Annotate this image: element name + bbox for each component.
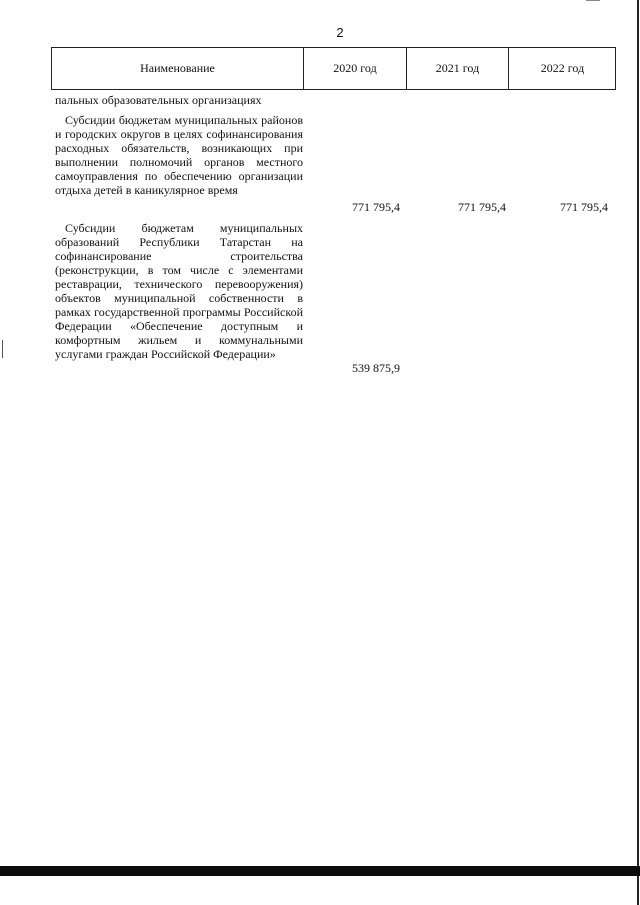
table-header (51, 47, 616, 90)
row-1-value-2021: 771 795,4 (458, 200, 506, 214)
row-1-value-2020: 771 795,4 (352, 200, 400, 214)
scan-edge-right (637, 0, 639, 905)
row-2-name: Субсидии бюджетам муниципальных образований Республики Татарстан на софинансирование строительства (реконструкции, в том числе с элементами реставрации, технического перевооружения) объектов муниципальной собственности в рамках государственной программы Российской Федерации «Обеспечение доступным и комфортным жильем и коммунальными услугами граждан Российской Федерации» (55, 221, 303, 361)
header-2020: 2020 год (304, 48, 407, 89)
row-1-value-2022: 771 795,4 (560, 200, 608, 214)
scan-mark-left (2, 340, 3, 358)
header-2022: 2022 год (540, 61, 585, 75)
page-number: 2 (336, 25, 344, 40)
row-2-value-2020: 539 875,9 (352, 361, 400, 375)
header-name: Наименование (52, 48, 304, 89)
scan-bottom-band (0, 866, 640, 876)
continued-row-text: пальных образовательных организациях (55, 93, 262, 107)
header-2021: 2021 год (407, 48, 509, 89)
scan-mark-top (586, 0, 600, 1)
row-1-name: Субсидии бюджетам муниципальных районов и городских округов в целях софинансирования расходных обязательств, возникающих при выполнении полномочий органов местного самоуправления по обеспечению организации отдыха детей в каникулярное время (55, 113, 303, 197)
